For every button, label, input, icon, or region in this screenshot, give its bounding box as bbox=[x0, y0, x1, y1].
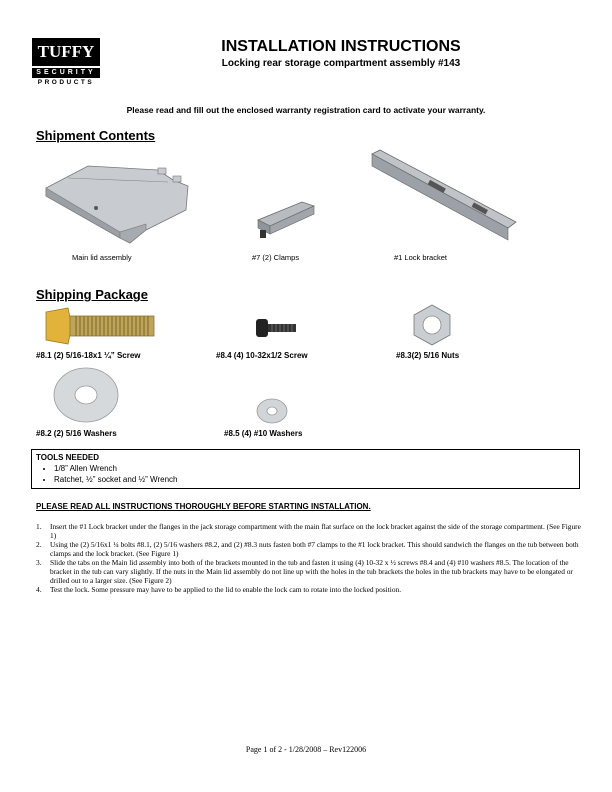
page-title: INSTALLATION INSTRUCTIONS bbox=[221, 38, 461, 55]
washers-8-5-label: #8.5 (4) #10 Washers bbox=[224, 429, 303, 438]
screw-8-1-label: #8.1 (2) 5/16-18x1 ¼” Screw bbox=[36, 351, 141, 360]
nuts-label: #8.3(2) 5/16 Nuts bbox=[396, 351, 460, 360]
main-lid-illustration bbox=[38, 148, 196, 248]
clamps-illustration bbox=[252, 198, 320, 246]
logo-line1: SECURITY bbox=[32, 68, 100, 78]
step-text: Test the lock. Some pressure may have to be applied to the lid to enable the lock cam to rotate into the locked position. bbox=[50, 585, 402, 594]
tool-item: • 1/8” Allen Wrench bbox=[54, 463, 579, 474]
page-subtitle: Locking rear storage compartment assembly #143 bbox=[221, 58, 461, 69]
tools-box bbox=[31, 449, 580, 489]
step-text: Insert the #1 Lock bracket under the flanges in the jack storage compartment with the main flat surface on the lock bracket against the side of the storage compartment. (See Figure 1) bbox=[50, 522, 581, 540]
step-text: Using the (2) 5/16x1 ¼ bolts #8.1, (2) 5/16 washers #8.2, and (2) #8.3 nuts fasten both #7 clamps to the #1 lock bracket. This should sandwich the flanges on the tub between both clamps and the lock bracket. (See Figure 1) bbox=[50, 540, 579, 558]
tuffy-logo bbox=[32, 38, 100, 86]
lock-bracket-caption: #1 Lock bracket bbox=[394, 253, 447, 262]
tools-list bbox=[32, 463, 579, 485]
logo-brand: TUFFY bbox=[32, 38, 100, 66]
warranty-note: Please read and fill out the enclosed warranty registration card to activate your warranty. bbox=[126, 105, 486, 115]
instruction-step: 4. Test the lock. Some pressure may have to be applied to the lid to enable the lock cam to rotate into the locked position. bbox=[36, 585, 402, 594]
clamps-caption: #7 (2) Clamps bbox=[252, 253, 300, 262]
package-heading: Shipping Package bbox=[36, 287, 148, 302]
machine-screw-illustration bbox=[256, 318, 298, 338]
logo-line2: PRODUCTS bbox=[37, 79, 95, 86]
main-lid-caption: Main lid assembly bbox=[72, 253, 132, 262]
lock-bracket-illustration bbox=[368, 148, 520, 246]
large-washer-illustration bbox=[52, 366, 120, 424]
instruction-step: 2. Using the (2) 5/16x1 ¼ bolts #8.1, (2) 5/16 washers #8.2, and (2) #8.3 nuts fasten both #7 clamps to the #1 lock bracket. This should sandwich the flanges on the tub between both clamps and the lock bracket. (See Figure 1) bbox=[36, 540, 581, 558]
page-footer: Page 1 of 2 - 1/28/2008 – Rev122006 bbox=[245, 745, 367, 754]
hex-nut-illustration bbox=[412, 304, 452, 346]
instructions-heading: PLEASE READ ALL INSTRUCTIONS THOROUGHLY BEFORE STARTING INSTALLATION. bbox=[36, 502, 371, 511]
instruction-step: 3. Slide the tabs on the Main lid assembly into both of the brackets mounted in the tub and fasten it using (4) 10-32 x ½ screws #8.4 and (4) #10 washers #8.5. The location of the bracket in the tub can vary slightly. If the nuts in the Main lid assembly do not line up with the holes in the tub brackets the holes in the tub brackets may have to be elongated or drilled out to a larger size. (See Figure 2) bbox=[36, 558, 581, 585]
instruction-step: 1. Insert the #1 Lock bracket under the flanges in the jack storage compartment with the main flat surface on the lock bracket against the side of the storage compartment. (See Figure 1) bbox=[36, 522, 581, 540]
hex-bolt-illustration bbox=[42, 306, 157, 346]
tools-heading: TOOLS NEEDED bbox=[36, 453, 99, 462]
step-text: Slide the tabs on the Main lid assembly into both of the brackets mounted in the tub and fasten it using (4) 10-32 x ½ screws #8.4 and (4) #10 washers #8.5. The location of the bracket in the tub can vary slightly. If the nuts in the Main lid assembly do not line up with the holes in the tub brackets the holes in the tub brackets may have to be elongated or drilled out to a larger size. (See Figure 2) bbox=[50, 558, 573, 585]
instruction-steps bbox=[36, 522, 581, 594]
small-washer-illustration bbox=[256, 398, 288, 424]
washers-8-2-label: #8.2 (2) 5/16 Washers bbox=[36, 429, 117, 438]
screw-8-4-label: #8.4 (4) 10-32x1/2 Screw bbox=[216, 351, 308, 360]
tool-item: • Ratchet, ½” socket and ½” Wrench bbox=[54, 474, 579, 485]
shipment-heading: Shipment Contents bbox=[36, 128, 156, 143]
